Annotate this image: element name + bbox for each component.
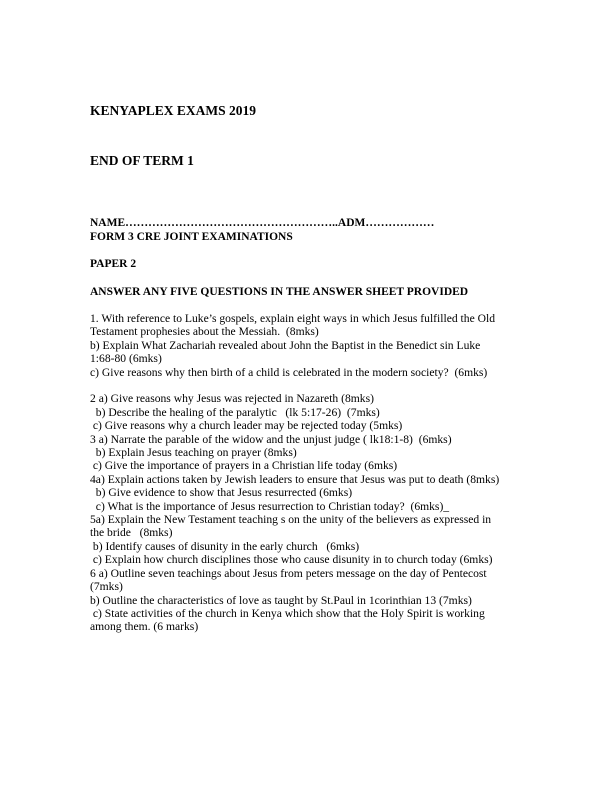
question-line: Testament prophesies about the Messiah. (8mks) xyxy=(90,325,319,339)
candidate-header xyxy=(90,217,535,244)
document-title xyxy=(90,70,535,202)
question-line: c) What is the importance of Jesus resurrection to Christian today? (6mks)_ xyxy=(90,499,450,513)
question-line: (7mks) xyxy=(90,580,123,594)
question-line: b) Give evidence to show that Jesus resurrected (6mks) xyxy=(90,486,353,500)
question-line: c) Explain how church disciplines those who cause disunity in to church today (6mks) xyxy=(90,553,493,567)
exam-title-line: KENYAPLEX EXAMS 2019 xyxy=(90,103,257,118)
paper-number-block xyxy=(90,258,535,272)
question-line: c) Give reasons why then birth of a child is celebrated in the modern society? (6mks) xyxy=(90,365,488,379)
question-line: b) Identify causes of disunity in the early church (6mks) xyxy=(90,539,360,553)
question-line: c) State activities of the church in Kenya which show that the Holy Spirit is working xyxy=(90,606,485,620)
question-line: c) Give the importance of prayers in a Christian life today (6mks) xyxy=(90,459,398,473)
question-line: the bride (8mks) xyxy=(90,526,173,540)
question-line: 1:68-80 (6mks) xyxy=(90,352,162,366)
question-line: b) Describe the healing of the paralytic (lk 5:17-26) (7mks) xyxy=(90,405,380,419)
paper-label: PAPER 2 xyxy=(90,258,137,270)
question-line: 6 a) Outline seven teachings about Jesus from peters message on the day of Pentecost xyxy=(90,566,487,580)
question-line: 3 a) Narrate the parable of the widow and the unjust judge ( lk18:1-8) (6mks) xyxy=(90,432,452,446)
question-line: among them. (6 marks) xyxy=(90,620,199,634)
question-line: 2 a) Give reasons why Jesus was rejected in Nazareth (8mks) xyxy=(90,392,374,406)
question-line: 4a) Explain actions taken by Jewish leaders to ensure that Jesus was put to death (8mks) xyxy=(90,472,500,486)
page-content xyxy=(90,70,535,647)
question-line: 5a) Explain the New Testament teaching s on the unity of the believers as expressed in xyxy=(90,513,492,527)
question-block-1 xyxy=(90,312,535,379)
form-subject-line: FORM 3 CRE JOINT EXAMINATIONS xyxy=(90,230,293,243)
question-line: b) Explain What Zachariah revealed about John the Baptist in the Benedict sin Luke xyxy=(90,338,481,352)
question-block-2 xyxy=(90,392,535,633)
question-line: c) Give reasons why a church leader may be rejected today (5mks) xyxy=(90,419,403,433)
exam-term-line: END OF TERM 1 xyxy=(90,152,194,168)
question-line: 1. With reference to Luke’s gospels, explain eight ways in which Jesus fulfilled the Old xyxy=(90,312,496,325)
name-adm-fill-line: NAME………………………………………………..ADM……………… xyxy=(90,217,435,229)
instructions-block xyxy=(90,286,535,300)
instruction-line: ANSWER ANY FIVE QUESTIONS IN THE ANSWER SHEET PROVIDED xyxy=(90,285,469,298)
question-line: b) Outline the characteristics of love as taught by St.Paul in 1corinthian 13 (7mks) xyxy=(90,593,472,607)
question-line: b) Explain Jesus teaching on prayer (8mks) xyxy=(90,446,297,460)
